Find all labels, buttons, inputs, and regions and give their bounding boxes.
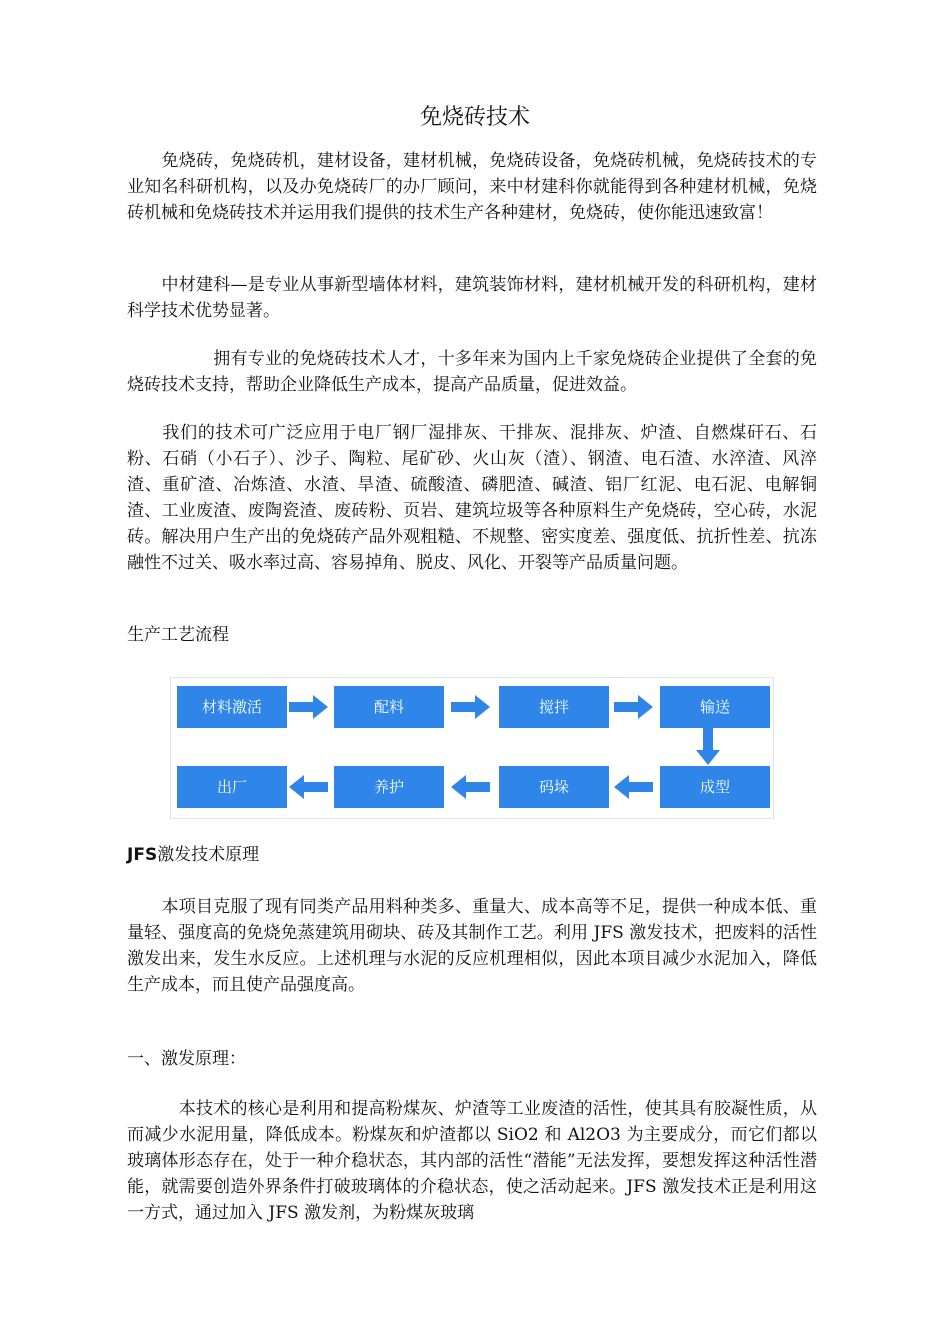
jfs-brand: JFS xyxy=(127,845,158,865)
arrow-right-icon xyxy=(614,694,654,720)
step-shipping: 出厂 xyxy=(177,766,287,808)
company-paragraph: 中材建科—是专业从事新型墙体材料，建筑装饰材料，建材机械开发的科研机构，建材科学技术优势显著。 xyxy=(127,275,817,321)
materials-paragraph: 我们的技术可广泛应用于电厂钢厂湿排灰、干排灰、混排灰、炉渣、自燃煤矸石、石粉、石硝（小石子）、沙子、陶粒、尾矿砂、火山灰（渣）、钢渣、电石渣、水淬渣、风淬渣、重矿渣、冶炼渣、水渣、旱渣、硫酸渣、磷肥渣、碱渣、铝厂红泥、电石泥、电解铜渣、工业废渣、废陶瓷渣、废砖粉、页岩、建筑垃圾等各种原料生产免烧砖，空心砖，水泥砖。解决用户生产出的免烧砖产品外观粗糙、不规整、密实度差、强度低、抗折性差、抗冻融性不过关、吸水率过高、容易掉角、脱皮、风化、开裂等产品质量问题。 xyxy=(127,423,817,573)
process-heading: 生产工艺流程 xyxy=(127,625,229,645)
step-batching: 配料 xyxy=(334,686,444,728)
step-conveying: 输送 xyxy=(660,686,770,728)
step-mixing: 搅拌 xyxy=(499,686,609,728)
page-title: 免烧砖技术 xyxy=(419,105,530,130)
step-forming: 成型 xyxy=(660,766,770,808)
step-stacking: 码垛 xyxy=(499,766,609,808)
section1-paragraph: 本技术的核心是利用和提高粉煤灰、炉渣等工业废渣的活性，使其具有胶凝性质，从而减少水泥用量，降低成本。粉煤灰和炉渣都以 SiO2 和 Al2O3 为主要成分，而它们都以玻璃体形态存在，处于一种介稳状态，其内部的活性“潜能”无法发挥，要想发挥这种活性潜能，就需要创造外界条件打破玻璃体的介稳状态，使之活动起来。JFS 激发技术正是利用这一方式，通过加入 JFS 激发剂，为粉煤灰玻璃 xyxy=(127,1099,817,1223)
arrow-right-icon xyxy=(289,694,329,720)
step-curing: 养护 xyxy=(334,766,444,808)
arrow-down-icon xyxy=(695,728,721,766)
intro-paragraph: 免烧砖，免烧砖机，建材设备，建材机械，免烧砖设备，免烧砖机械，免烧砖技术的专业知名科研机构，以及办免烧砖厂的办厂顾问，来中材建科你就能得到各种建材机械，免烧砖机械和免烧砖技术并运用我们提供的技术生产各种建材，免烧砖，使你能迅速致富！ xyxy=(127,151,817,223)
jfs-paragraph: 本项目克服了现有同类产品用料种类多、重量大、成本高等不足，提供一种成本低、重量轻、强度高的免烧免蒸建筑用砌块、砖及其制作工艺。利用 JFS 激发技术，把废料的活性激发出来，发生水反应。上述机理与水泥的反应机理相似，因此本项目减少水泥加入，降低生产成本，而且使产品强度高。 xyxy=(127,897,817,995)
section1-heading: 一、激发原理： xyxy=(127,1049,246,1069)
process-flow-diagram xyxy=(170,677,774,819)
jfs-heading xyxy=(127,842,259,868)
step-activation: 材料激活 xyxy=(177,686,287,728)
talent-paragraph: 拥有专业的免烧砖技术人才，十多年来为国内上千家免烧砖企业提供了全套的免烧砖技术支持，帮助企业降低生产成本，提高产品质量，促进效益。 xyxy=(127,349,817,395)
arrow-left-icon xyxy=(614,774,654,800)
arrow-left-icon xyxy=(451,774,491,800)
arrow-left-icon xyxy=(289,774,329,800)
arrow-right-icon xyxy=(451,694,491,720)
jfs-heading-text: 激发技术原理 xyxy=(157,845,260,865)
